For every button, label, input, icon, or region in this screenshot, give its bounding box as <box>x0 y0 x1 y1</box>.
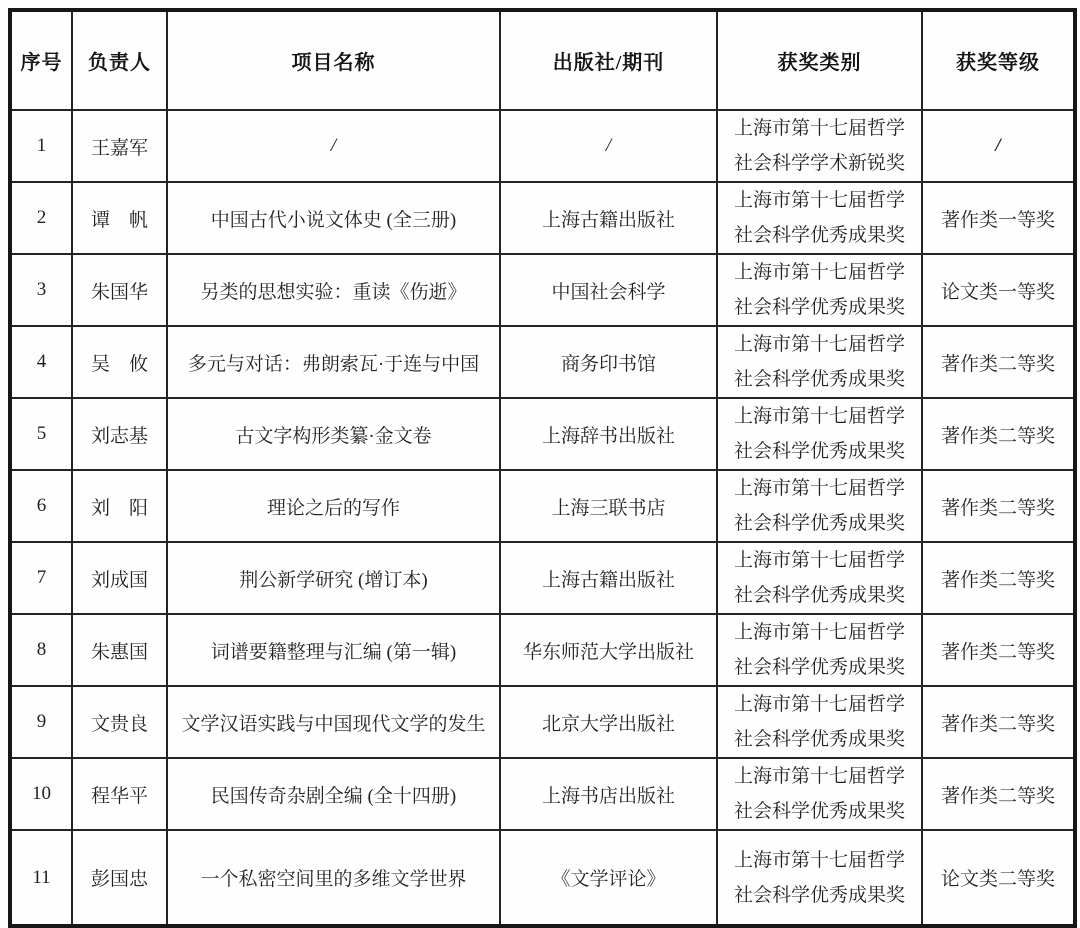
table-row <box>10 542 1075 614</box>
cell-index: 7 <box>10 542 72 614</box>
table-row <box>10 614 1075 686</box>
category-line-1: 上海市第十七届哲学 <box>733 262 905 283</box>
category-line-1: 上海市第十七届哲学 <box>733 694 905 715</box>
cell-level: 著作类二等奖 <box>922 758 1075 830</box>
cell-project: 荆公新学研究 (增订本) <box>167 542 500 614</box>
cell-project: 古文字构形类纂·金文卷 <box>167 398 500 470</box>
cell-publisher: 北京大学出版社 <box>500 686 717 758</box>
category-line-1: 上海市第十七届哲学 <box>733 118 905 139</box>
cell-category <box>717 830 922 926</box>
cell-person: 刘 阳 <box>72 470 167 542</box>
cell-level: 著作类一等奖 <box>922 182 1075 254</box>
cell-person: 吴 攸 <box>72 326 167 398</box>
cell-category <box>717 614 922 686</box>
category-line-2: 社会科学优秀成果奖 <box>733 225 905 246</box>
cell-level: / <box>922 110 1075 182</box>
cell-person: 彭国忠 <box>72 830 167 926</box>
cell-person: 刘成国 <box>72 542 167 614</box>
cell-project: 一个私密空间里的多维文学世界 <box>167 830 500 926</box>
table-row <box>10 686 1075 758</box>
table-row <box>10 182 1075 254</box>
awards-table-container <box>8 8 1077 928</box>
cell-person: 文贵良 <box>72 686 167 758</box>
cell-index: 9 <box>10 686 72 758</box>
cell-category <box>717 182 922 254</box>
cell-category <box>717 542 922 614</box>
table-body <box>10 110 1075 926</box>
cell-category <box>717 758 922 830</box>
cell-index: 10 <box>10 758 72 830</box>
cell-index: 5 <box>10 398 72 470</box>
cell-person: 朱惠国 <box>72 614 167 686</box>
cell-project: 理论之后的写作 <box>167 470 500 542</box>
category-line-2: 社会科学优秀成果奖 <box>733 297 905 318</box>
awards-table <box>8 8 1077 928</box>
cell-publisher: 上海书店出版社 <box>500 758 717 830</box>
table-row <box>10 830 1075 926</box>
cell-index: 11 <box>10 830 72 926</box>
category-line-2: 社会科学优秀成果奖 <box>733 657 905 678</box>
cell-category <box>717 326 922 398</box>
cell-index: 2 <box>10 182 72 254</box>
cell-project: / <box>167 110 500 182</box>
cell-index: 1 <box>10 110 72 182</box>
category-line-2: 社会科学优秀成果奖 <box>733 729 905 750</box>
cell-category <box>717 254 922 326</box>
category-line-2: 社会科学优秀成果奖 <box>733 513 905 534</box>
cell-publisher: 商务印书馆 <box>500 326 717 398</box>
header-row <box>10 10 1075 110</box>
cell-category <box>717 110 922 182</box>
cell-level: 著作类二等奖 <box>922 470 1075 542</box>
cell-category <box>717 398 922 470</box>
cell-project: 另类的思想实验：重读《伤逝》 <box>167 254 500 326</box>
cell-person: 谭 帆 <box>72 182 167 254</box>
cell-publisher: 《文学评论》 <box>500 830 717 926</box>
cell-project: 文学汉语实践与中国现代文学的发生 <box>167 686 500 758</box>
table-row <box>10 110 1075 182</box>
cell-publisher: 华东师范大学出版社 <box>500 614 717 686</box>
category-line-1: 上海市第十七届哲学 <box>733 550 905 571</box>
category-line-1: 上海市第十七届哲学 <box>733 334 905 355</box>
cell-project: 多元与对话：弗朗索瓦·于连与中国 <box>167 326 500 398</box>
table-row <box>10 254 1075 326</box>
cell-project: 词谱要籍整理与汇编 (第一辑) <box>167 614 500 686</box>
category-line-2: 社会科学优秀成果奖 <box>733 801 905 822</box>
cell-publisher: 上海辞书出版社 <box>500 398 717 470</box>
cell-category <box>717 470 922 542</box>
cell-publisher: / <box>500 110 717 182</box>
category-line-2: 社会科学学术新锐奖 <box>733 153 905 174</box>
category-line-1: 上海市第十七届哲学 <box>733 766 905 787</box>
category-line-2: 社会科学优秀成果奖 <box>733 441 905 462</box>
table-row <box>10 470 1075 542</box>
table-row <box>10 326 1075 398</box>
cell-person: 王嘉军 <box>72 110 167 182</box>
column-header-index: 序号 <box>10 10 72 110</box>
cell-publisher: 上海古籍出版社 <box>500 542 717 614</box>
category-line-1: 上海市第十七届哲学 <box>733 849 905 871</box>
table-row <box>10 758 1075 830</box>
cell-index: 6 <box>10 470 72 542</box>
category-line-1: 上海市第十七届哲学 <box>733 190 905 211</box>
table-row <box>10 398 1075 470</box>
column-header-project: 项目名称 <box>167 10 500 110</box>
category-line-2: 社会科学优秀成果奖 <box>733 884 905 906</box>
category-line-1: 上海市第十七届哲学 <box>733 622 905 643</box>
category-line-1: 上海市第十七届哲学 <box>733 478 905 499</box>
column-header-category: 获奖类别 <box>717 10 922 110</box>
cell-publisher: 上海古籍出版社 <box>500 182 717 254</box>
cell-index: 4 <box>10 326 72 398</box>
cell-level: 著作类二等奖 <box>922 614 1075 686</box>
cell-level: 著作类二等奖 <box>922 542 1075 614</box>
cell-person: 程华平 <box>72 758 167 830</box>
cell-level: 著作类二等奖 <box>922 398 1075 470</box>
cell-index: 3 <box>10 254 72 326</box>
cell-index: 8 <box>10 614 72 686</box>
cell-level: 论文类二等奖 <box>922 830 1075 926</box>
cell-project: 中国古代小说文体史 (全三册) <box>167 182 500 254</box>
cell-level: 著作类二等奖 <box>922 326 1075 398</box>
category-line-2: 社会科学优秀成果奖 <box>733 369 905 390</box>
cell-person: 刘志基 <box>72 398 167 470</box>
cell-publisher: 上海三联书店 <box>500 470 717 542</box>
column-header-publisher: 出版社/期刊 <box>500 10 717 110</box>
cell-level: 著作类二等奖 <box>922 686 1075 758</box>
cell-level: 论文类一等奖 <box>922 254 1075 326</box>
cell-category <box>717 686 922 758</box>
column-header-level: 获奖等级 <box>922 10 1075 110</box>
column-header-person: 负责人 <box>72 10 167 110</box>
cell-publisher: 中国社会科学 <box>500 254 717 326</box>
category-line-2: 社会科学优秀成果奖 <box>733 585 905 606</box>
category-line-1: 上海市第十七届哲学 <box>733 406 905 427</box>
cell-person: 朱国华 <box>72 254 167 326</box>
cell-project: 民国传奇杂剧全编 (全十四册) <box>167 758 500 830</box>
